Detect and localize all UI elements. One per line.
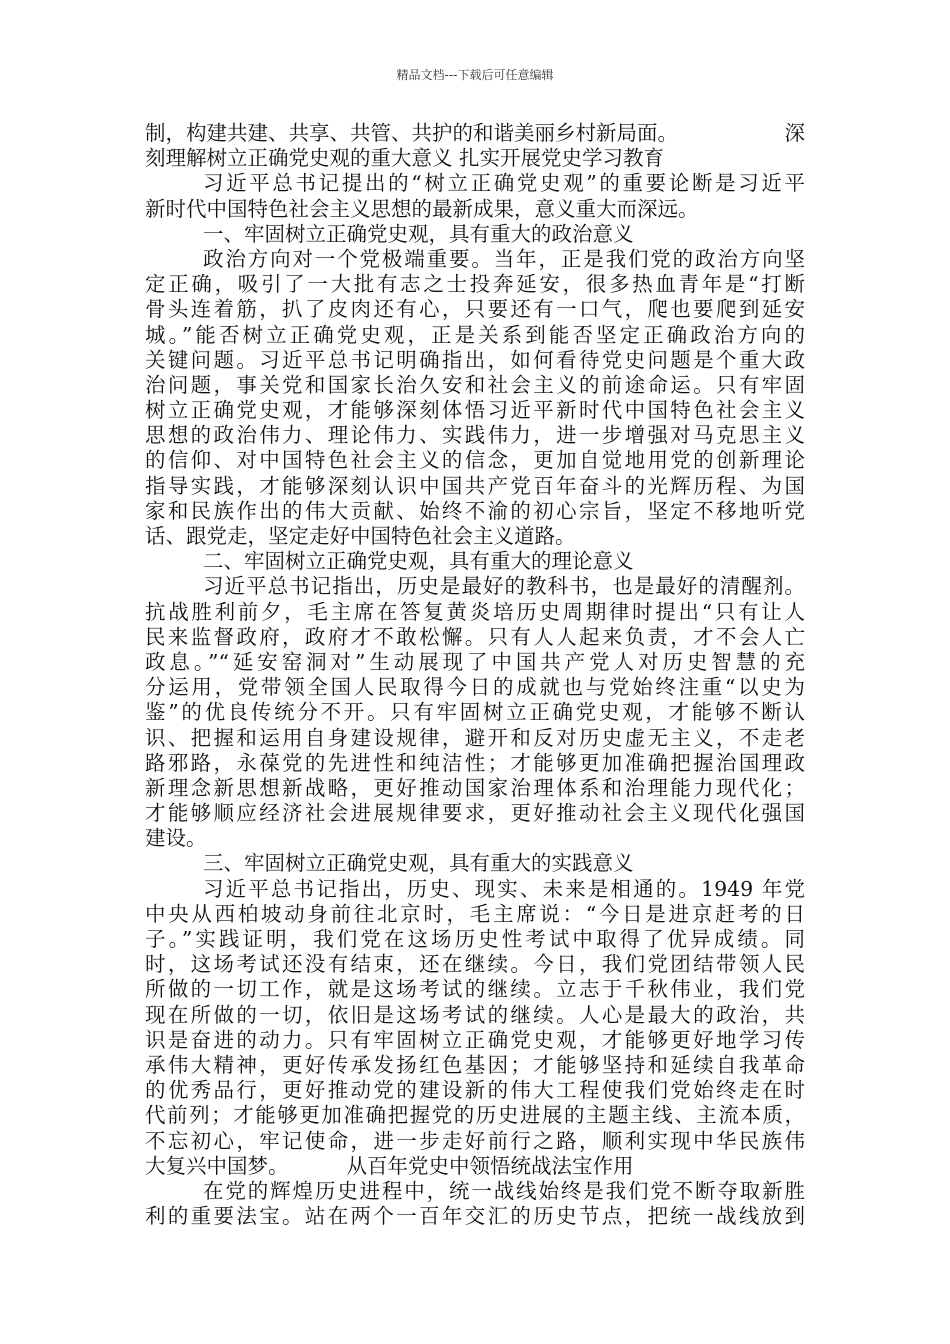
- document-body: [145, 121, 805, 1229]
- text-line: 在党的辉煌历史进程中，统一战线始终是我们党不断夺取新胜: [203, 1178, 805, 1203]
- section-heading: 从百年党史中领悟统战法宝作用: [346, 1153, 634, 1178]
- text-line: 识是奋进的动力。只有牢固树立正确党史观，才能够更好地学习传: [145, 1027, 805, 1052]
- text-line: 关键问题。习近平总书记明确指出，如何看待党史问题是个重大政: [145, 347, 805, 372]
- text-line: 代前列；才能够更加准确把握党的历史进展的主题主线、主流本质，: [145, 1103, 805, 1128]
- text-line: 城。”能否树立正确党史观，正是关系到能否坚定正确政治方向的: [145, 322, 805, 347]
- text-line: 思想的政治伟力、理论伟力、实践伟力，进一步增强对马克思主义: [145, 423, 805, 448]
- text-line: 骨头连着筋，扒了皮肉还有心，只要还有一口气，爬也要爬到延安: [145, 297, 805, 322]
- text-line: 定正确，吸引了一大批有志之士投奔延安，很多热血青年是“打断: [145, 272, 805, 297]
- text-line: 习近平总书记指出，历史是最好的教科书，也是最好的清醒剂。: [203, 574, 805, 599]
- text-line: 不忘初心，牢记使命，进一步走好前行之路，顺利实现中华民族伟: [145, 1128, 805, 1153]
- text-line: 中央从西柏坡动身前往北京时，毛主席说：“今日是进京赶考的日: [145, 901, 805, 926]
- text-line: 鉴”的优良传统分不开。只有牢固树立正确党史观，才能够不断认: [145, 700, 805, 725]
- text-line: 习近平总书记提出的“树立正确党史观”的重要论断是习近平: [203, 171, 805, 196]
- text-line: 家和民族作出的伟大贡献、始终不渝的初心宗旨，坚定不移地听党: [145, 498, 805, 523]
- text-line: 新时代中国特色社会主义思想的最新成果，意义重大而深远。: [145, 196, 699, 221]
- text-line: 承伟大精神，更好传承发扬红色基因；才能够坚持和延续自我革命: [145, 1052, 805, 1077]
- text-line: 民来监督政府，政府才不敢松懈。只有人人起来负责，才不会人亡: [145, 624, 805, 649]
- text-line: 时，这场考试还没有结束，还在继续。今日，我们党团结带领人民: [145, 952, 805, 977]
- text-line: 一、牢固树立正确党史观，具有重大的政治意义: [203, 221, 634, 246]
- text-line: 树立正确党史观，才能够深刻体悟习近平新时代中国特色社会主义: [145, 398, 805, 423]
- text-line: [145, 1154, 805, 1179]
- line-tail: 深: [784, 121, 805, 145]
- text-line: 话、跟党走，坚定走好中国特色社会主义道路。: [145, 524, 576, 548]
- text-line: 现在所做的一切，依旧是这场考试的继续。人心是最大的政治，共: [145, 1002, 805, 1027]
- text-line: [145, 121, 805, 146]
- page-header: 精品文档---下载后可任意编辑: [396, 68, 554, 82]
- text-line: 识、把握和运用自身建设规律，避开和反对历史虚无主义，不走老: [145, 725, 805, 750]
- text-line: 路邪路，永葆党的先进性和纯洁性；才能够更加准确把握治国理政: [145, 750, 805, 775]
- text-line: 习近平总书记指出，历史、现实、未来是相通的。1949 年党: [203, 876, 805, 901]
- text-line: 指导实践，才能够深刻认识中国共产党百年奋斗的光辉历程、为国: [145, 473, 805, 498]
- text-line: 政治方向对一个党极端重要。当年，正是我们党的政治方向坚: [203, 246, 805, 271]
- text-line: 分运用，党带领全国人民取得今日的成就也与党始终注重“以史为: [145, 675, 805, 700]
- text-line: 刻理解树立正确党史观的重大意义 扎实开展党史学习教育: [145, 146, 665, 171]
- text-line: 利的重要法宝。站在两个一百年交汇的历史节点，把统一战线放到: [145, 1204, 805, 1229]
- text-line: 的信仰、对中国特色社会主义的信念，更加自觉地用党的创新理论: [145, 448, 805, 473]
- text-line: 才能够顺应经济社会进展规律要求，更好推动社会主义现代化强国: [145, 801, 805, 826]
- text-line: 政息。”“延安窑洞对”生动展现了中国共产党人对历史智慧的充: [145, 649, 805, 674]
- text-line: 所做的一切工作，就是这场考试的继续。立志于千秋伟业，我们党: [145, 977, 805, 1002]
- line-text: 制，构建共建、共享、共管、共护的和谐美丽乡村新局面。: [145, 121, 678, 145]
- text-line: 子。”实践证明，我们党在这场历史性考试中取得了优异成绩。同: [145, 927, 805, 951]
- text-line: 的优秀品行，更好推动党的建设新的伟大工程使我们党始终走在时: [145, 1078, 805, 1103]
- text-line: 治问题，事关党和国家长治久安和社会主义的前途命运。只有牢固: [145, 372, 805, 397]
- text-line: 三、牢固树立正确党史观，具有重大的实践意义: [203, 851, 634, 876]
- line-text: 大复兴中国梦。: [145, 1153, 289, 1178]
- text-line: 建设。: [145, 826, 207, 851]
- text-line: 抗战胜利前夕，毛主席在答复黄炎培历史周期律时提出“只有让人: [145, 599, 805, 624]
- text-line: 二、牢固树立正确党史观，具有重大的理论意义: [203, 549, 634, 574]
- text-line: 新理念新思想新战略，更好推动国家治理体系和治理能力现代化；: [145, 775, 805, 800]
